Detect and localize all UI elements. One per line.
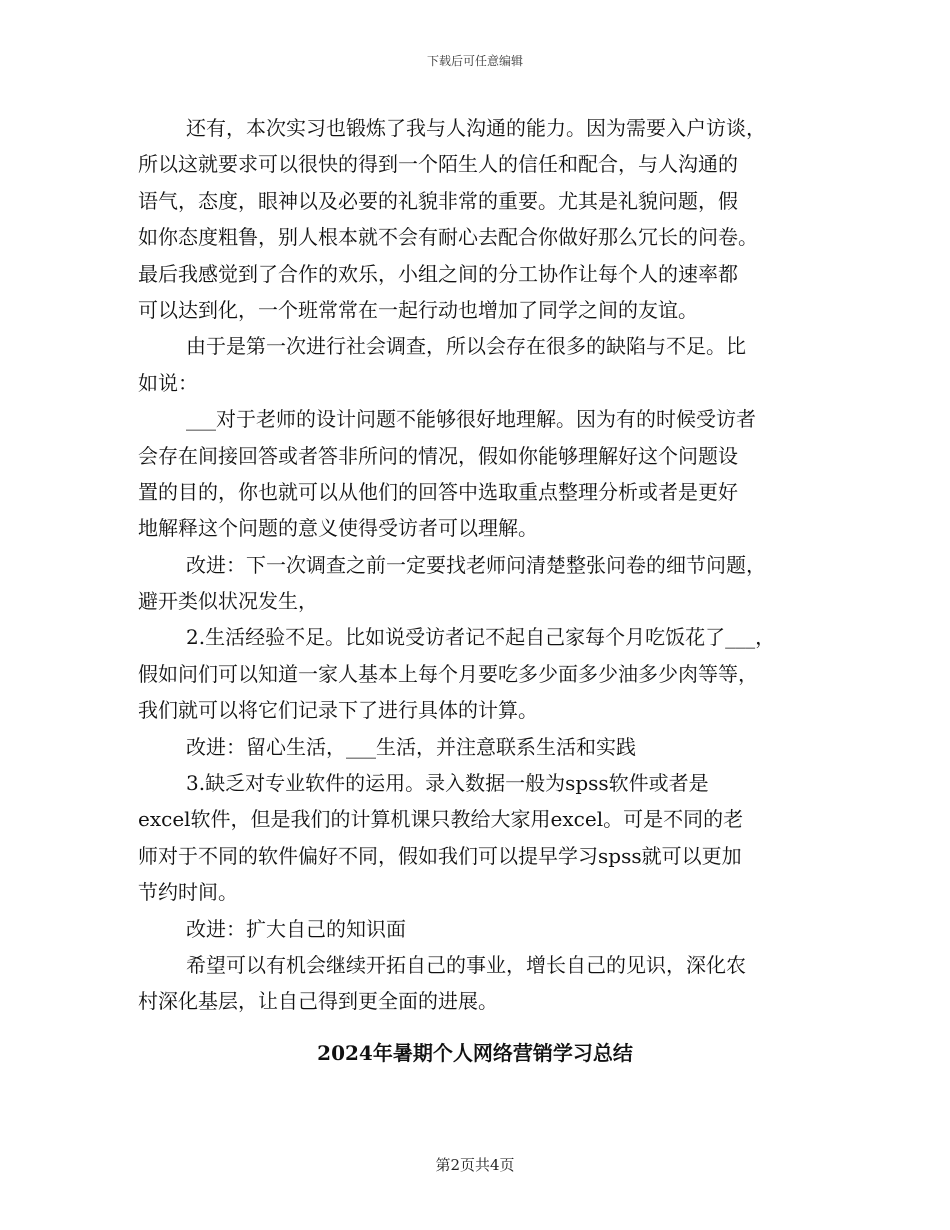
paragraph-line: 会存在间接回答或者答非所问的情况，假如你能够理解好这个问题设 bbox=[138, 443, 738, 468]
paragraph-line: 希望可以有机会继续开拓自己的事业，增长自己的见识，深化农 bbox=[186, 952, 746, 977]
paragraph-line: 由于是第一次进行社会调查，所以会存在很多的缺陷与不足。比 bbox=[186, 334, 746, 359]
paragraph-line: 所以这就要求可以很快的得到一个陌生人的信任和配合，与人沟通的 bbox=[138, 152, 738, 177]
document-body bbox=[138, 110, 820, 1020]
paragraph-line: 村深化基层，让自己得到更全面的进展。 bbox=[138, 989, 498, 1014]
paragraph-line: 2.生活经验不足。比如说受访者记不起自己家每个月吃饭花了___， bbox=[186, 625, 776, 650]
paragraph-line: 节约时间。 bbox=[138, 880, 238, 905]
paragraph-line: 可以达到化，一个班常常在一起行动也增加了同学之间的友谊。 bbox=[138, 297, 698, 322]
paragraph-line: ___对于老师的设计问题不能够很好地理解。因为有的时候受访者 bbox=[186, 407, 756, 432]
paragraph-line: 我们就可以将它们记录下了进行具体的计算。 bbox=[138, 698, 538, 723]
paragraph-line: 避开类似状况发生， bbox=[138, 589, 318, 614]
paragraph-line: 改进：扩大自己的知识面 bbox=[186, 916, 406, 941]
paragraph-line: 3.缺乏对专业软件的运用。录入数据一般为spss软件或者是 bbox=[186, 771, 709, 796]
paragraph-line: excel软件，但是我们的计算机课只教给大家用excel。可是不同的老 bbox=[138, 807, 744, 832]
paragraph-line: 语气，态度，眼神以及必要的礼貌非常的重要。尤其是礼貌问题，假 bbox=[138, 188, 738, 213]
section-title: 2024年暑期个人网络营销学习总结 bbox=[317, 1041, 633, 1065]
paragraph-line: 地解释这个问题的意义使得受访者可以理解。 bbox=[138, 516, 538, 541]
paragraph-line: 如你态度粗鲁，别人根本就不会有耐心去配合你做好那么冗长的问卷。 bbox=[138, 225, 758, 250]
paragraph-line: 还有，本次实习也锻炼了我与人沟通的能力。因为需要入户访谈， bbox=[186, 116, 766, 140]
paragraph-line: 假如问们可以知道一家人基本上每个月要吃多少面多少油多少肉等等， bbox=[138, 661, 758, 686]
paragraph-line: 最后我感觉到了合作的欢乐，小组之间的分工协作让每个人的速率都 bbox=[138, 261, 738, 286]
paragraph-line: 如说： bbox=[138, 370, 198, 395]
page-number: 第2页共4页 bbox=[435, 1156, 515, 1174]
page-header: 下载后可任意编辑 bbox=[426, 54, 523, 68]
paragraph-line: 师对于不同的软件偏好不同，假如我们可以提早学习spss就可以更加 bbox=[138, 843, 742, 868]
paragraph-line: 置的目的，你也就可以从他们的回答中选取重点整理分析或者是更好 bbox=[138, 479, 738, 504]
paragraph-line: 改进：下一次调查之前一定要找老师问清楚整张问卷的细节问题， bbox=[186, 552, 766, 577]
paragraph-line: 改进：留心生活，___生活，并注意联系生活和实践 bbox=[186, 734, 636, 759]
